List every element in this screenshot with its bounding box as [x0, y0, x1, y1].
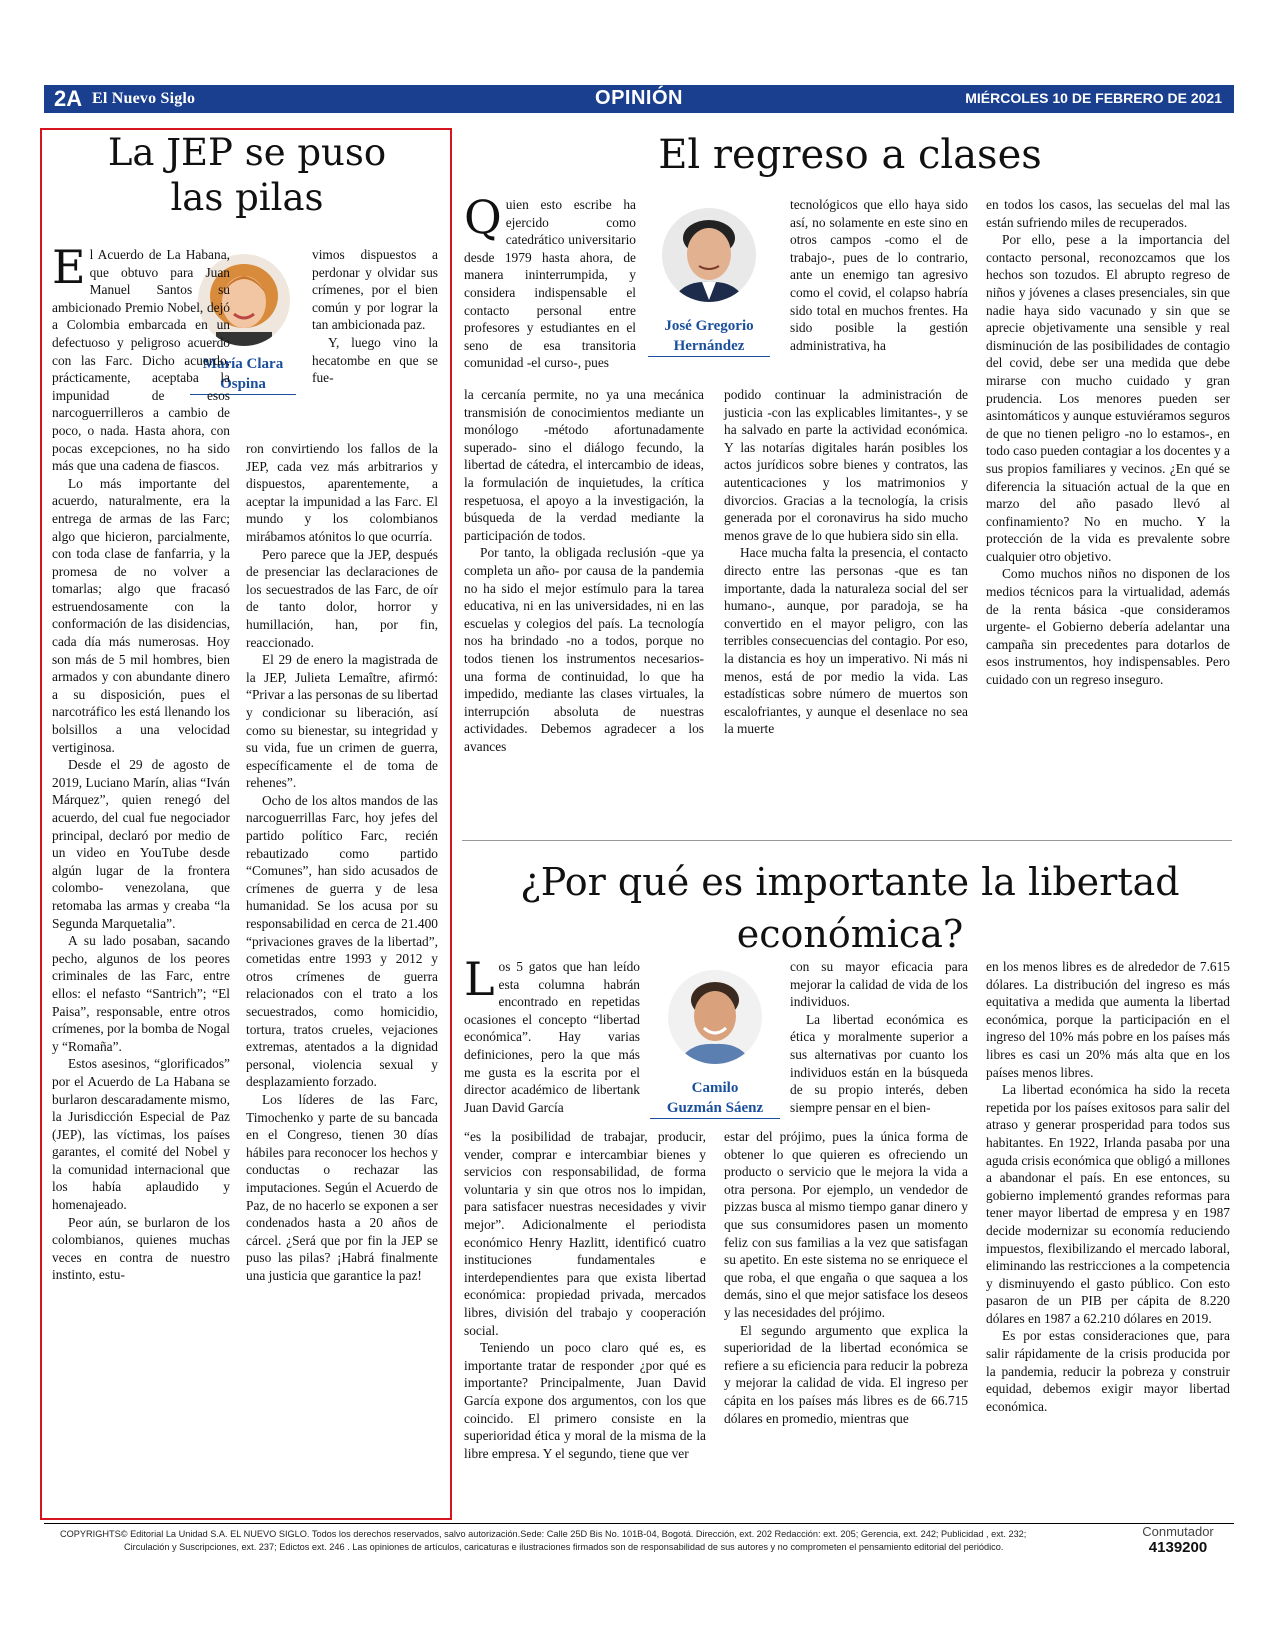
newspaper-brand: El Nuevo Siglo [92, 90, 196, 107]
article3-author: Camilo Guzmán Sáenz [650, 1078, 780, 1119]
article1-dropcap: E [52, 240, 86, 294]
switchboard [1128, 1524, 1228, 1556]
footer-line-2: Circulación y Suscripciones, ext. 237; Edictos ext. 246 . Las opiniones de artículos, caricaturas e ilustraciones firmados son de responsabilidad de sus autores y no comprometen el pensamiento editorial del periódico. [124, 1542, 1004, 1552]
section-title: OPINIÓN [595, 87, 683, 109]
article2-column-2: podido continuar la administración de justicia -con las explicables limitantes-, y se ha salvado en parte la actividad económica. Y las notarías digitales harán posibles los actos jurídicos sobre bienes y contratos, las autenticaciones y los matrimonios y divorcios. Gracias a la tecnología, la crisis generada por el coronavirus ha sido mucho menos grave de lo que hubiera sido sin ella. Hace mucha falta la presencia, el contacto directo entre las personas -que es tan importante, dada la naturaleza social del ser humano-, aunque, por paradoja, se ha convertido en el mayor peligro, con las terribles consecuencias del contagio. Por eso, la distancia es hoy un imperativo. Ni más ni menos, está de por medio la vida. Las estadísticas sobre número de muertos son escalofriantes, y aunque el desenlace no sea la muerte [724, 387, 968, 737]
article1-column-1 [52, 240, 230, 1284]
article1-title-line2: las pilas [170, 176, 324, 219]
article1-author-first: María Clara [202, 356, 284, 372]
article1-title-line1: La JEP se puso [107, 131, 387, 174]
article2-dropcap: Q [464, 190, 502, 244]
article2-title: El regreso a clases [658, 132, 1042, 178]
article1-col1-paragraph: Desde el 29 de agosto de 2019, Luciano Marín, alias “Iván Márquez”, quien renegó del acuerdo, del cual fue negociador principal, declaró por medio de un video en YouTube desde algún lugar de la frontera colombo- venezolana, que retomaba las armas y creaba “la Segunda Marquetalia”. [52, 757, 230, 931]
author-photo-camilo [668, 970, 762, 1064]
article1-column-2: ron convirtiendo los fallos de la JEP, cada vez más arbitrarios y dispuestos, aparentemente, a aceptar la impunidad a las Farc. El mundo y los colombianos mirábamos atónitos lo que ocurría. Pero parece que la JEP, después de presenciar las declaraciones de los secuestrados de las Farc, de oír de tanto dolor, horror y humillación, han, por fin, reaccionado. El 29 de enero la magistrada de la JEP, Julieta Lemaître, afirmó: “Privar a las personas de su libertad y condicionar su liberación, así como su bienestar, su integridad y su vida, fue un crimen de guerra, específicamente el de toma de rehenes”. Ocho de los altos mandos de las narcoguerrillas Farc, hoy jefes del partido político Farc, recién rebautizado como partido “Comunes”, han sido acusados de crímenes de guerra y de lesa humanidad. Se los acusa por su responsabilidad en cerca de 21.400 “privaciones graves de la libertad”, cometidas entre 1993 y 2012 y otros crímenes de guerra relacionados con el trato a los secuestrados, como homicidio, tortura, tratos crueles, vejaciones extremas, atentados a la dignidad personal, violencia sexual y desplazamiento forzado. Los líderes de las Farc, Timochenko y parte de su bancada en el Congreso, tienen 30 días hábiles para reconocer los hechos y conductas o rechazar las imputaciones. Según el Acuerdo de Paz, de no hacerlo se exponen a ser condenados hasta a 20 años de cárcel. ¿Será que por fin la JEP se puso las pilas? ¡Habrá finalmente una justicia que garantice la paz! [246, 441, 438, 1283]
article3-column-1: “es la posibilidad de trabajar, producir, vender, comprar e intercambiar bienes y servicios con responsabilidad, de forma voluntaria y sin que otros nos lo impidan, para satisfacer nuestras necesidades y vivir mejor”. Adicionalmente el periodista económico Henry Hazlitt, identificó cuatro instituciones fundamentales e interdependientes para que exista libertad económica: propiedad privada, mercados libres, división del trabajo y cooperación social. Teniendo un poco claro qué es, es importante tratar de responder ¿por qué es importante? Principalmente, Juan David García expone dos argumentos, con los que coincido. El primero consiste en la superioridad ética y moral de la misma de la libre empresa. Y el segundo, tiene que ver [464, 1129, 706, 1461]
footer-line-1: COPYRIGHTS© Editorial La Unidad S.A. EL NUEVO SIGLO. Todos los derechos reservados, salvo autorización.Sede: Calle 25D Bis No. 101B-04, Bogotá. Dirección, ext. 202 Redacción: ext. 205; Gerencia, ext. 242; Publicidad , ext. 232; [60, 1529, 1027, 1539]
article3-column-2: estar del prójimo, pues la única forma de obtener lo que quieren es ofreciendo un producto o servicio que le mejora la vida a otra persona. Por ejemplo, un vendedor de pizzas busca al mismo tiempo ganar dinero y que sus consumidores pasen un momento feliz con sus familias a la vez que satisfagan su apetito. En este sistema no se enriquece el que roba, el que engaña o que saquea a los demás, sino el que mejor satisface los deseos y las necesidades del prójimo. El segundo argumento que explica la superioridad de la libertad económica se refiere a su eficiencia para reducir la pobreza y mejorar la calidad de vida. El ingreso per cápita en los países más libres es de 66.715 dólares en promedio, mientras que [724, 1129, 968, 1426]
section-divider [462, 840, 1232, 841]
article3-column-2-top: con su mayor eficacia para mejorar la calidad de vida de los individuos. La libertad económica es ética y moralmente superior a sus alternativas por cuanto los individuos están en la búsqueda de su propio interés, deben siempre pensar en el bien- [790, 959, 968, 1115]
author-photo-jose-gregorio [662, 208, 756, 302]
article2-column-2-top: tecnológicos que ello haya sido así, no solamente en este sino en otros campos -como el de trabajo-, pues de lo contrario, ante un enemigo tan agresivo como el covid, el colapso habría sido total en muchos frentes. Ha sido posible la gestión administrativa, ha [790, 197, 968, 353]
article2-column-1-top: Quien esto escribe ha ejercido como catedrático universitario desde 1979 hasta ahora, de manera ininterrumpida, y considera indispensable el contacto personal entre profesores y estudiantes en el seno de esa transitoria comunidad -el curso-, pues [464, 190, 636, 371]
article1-col1-paragraph: A su lado posaban, sacando pecho, algunos de los peores criminales de las Farc, entre ellos: el nefasto “Santrich”; “El Paisa”, responsable, entre otros crímenes, por la bomba de Nogal y “Romaña”. [52, 933, 230, 1054]
footer-rule [44, 1523, 1234, 1524]
switchboard-number: 4139200 [1148, 1539, 1208, 1556]
article2-column-3: en todos los casos, las secuelas del mal las están sufriendo miles de recuperados. Por ello, pese a la importancia del contacto personal, reconozcamos que los hechos son tozudos. El abrupto regreso de niños y jóvenes a clases presenciales, sin que nadie haya sido vacunado y sin que se aprecie objetivamente una sensible y real disminución de las posibilidades de contagio del covid, debe ser una medida que debe mirarse con mucho cuidado y gran prudencia. Los menores pueden ser asintomáticos y aunque estuviéramos seguros de que no tienen peligro -no lo estamos-, en todo caso pueden contagiar a los docentes y a sus propios familiares y vecinos. ¿En qué se diferencia la situación actual de la que en marzo del año pasado llevó al confinamiento? No en mucho. Y la protección de la vida es prevalente sobre cualquier otro objetivo. Como muchos niños no disponen de los medios técnicos para la virtualidad, además de la renta básica -que consideramos urgente- el Gobierno debería adelantar una campaña sin precedentes para dotarlos de esos instrumentos, hoy indispensables. Pero cuidado con un regreso inseguro. [986, 197, 1230, 688]
footer-copyright [60, 1528, 1130, 1554]
article1-column-2-top: vimos dispuestos a perdonar y olvidar sus crímenes, por el bien común y por lograr la tan ambicionada paz. Y, luego vino la hecatombe en que se fue- [312, 247, 438, 386]
switchboard-label: Conmutador [1142, 1524, 1214, 1539]
page-header [44, 85, 1234, 113]
issue-date: MIÉRCOLES 10 DE FEBRERO DE 2021 [965, 90, 1222, 106]
article3-title: ¿Por qué es importante la libertad económica? [520, 860, 1180, 956]
article3-column-1-top: Los 5 gatos que han leído esta columna habrán encontrado en repetidas ocasiones el concepto “libertad económica”. Hay varias definiciones, pero la que más me gusta es la escrita por el director académico de libertank Juan David García [464, 952, 640, 1115]
article1-author-last: Ospina [190, 374, 296, 395]
page-number: 2A [54, 86, 83, 111]
article1-col1-paragraph: Lo más importante del acuerdo, naturalmente, era la entrega de armas de las Farc; algo que hicieron, parcialmente, con toda clase de fanfarria, y la promesa de no volver a tomarlas; algo que fracasó estruendosamente con la conformación de las disidencias, cada día más numerosas. Hoy son más de 5 mil hombres, bien armados y con abundante dinero a su disposición, pues el narcotráfico les está llenando los bolsillos a una velocidad vertiginosa. [52, 475, 230, 755]
article1-col1-paragraph: El Acuerdo de La Habana, que obtuvo para Juan Manuel Santos su ambicionado Premio Nobel, dejó a Colombia embarcada en un defectuoso y peligroso acuerdo con las Farc. Dicho acuerdo, prácticamente, aceptaba la impunidad de esos narcoguerrilleros a cambio de poco, o nada. Hasta ahora, con pocas excepciones, no ha sido más que una cadena de fiascos. [52, 240, 230, 474]
article1-col1-paragraph: Peor aún, se burlaron de los colombianos, quienes muchas veces en contra de nuestro instinto, estu- [52, 1214, 230, 1283]
article1-col1-paragraph: Estos asesinos, “glorificados” por el Acuerdo de La Habana se burlaron descaradamente mismo, la Jurisdicción Especial de Paz (JEP), las víctimas, los países garantes, el comité del Nobel y la comunidad internacional que los había aplaudido y homenajeado. [52, 1056, 230, 1213]
article3-dropcap: L [464, 952, 495, 1006]
article2-column-1: la cercanía permite, no ya una mecánica transmisión de conocimientos mediante un monólogo -método afortunadamente superado- sino el diálogo fecundo, la libertad de cátedra, el intercambio de ideas, la formulación de inquietudes, la crítica respetuosa, el apoyo a la investigación, la búsqueda de la verdad mediante la participación de todos. Por tanto, la obligada reclusión -que ya completa un año- por causa de la pandemia no ha sido el mejor estímulo para la tarea educativa, ni en las universidades, ni en las escuelas y colegios del país. La tecnología nos ha brindado -no a todos, porque no todos tienen los instrumentos necesarios- una forma de continuidad, lo que ha impedido, mediante las clases virtuales, la interrupción absoluta de nuestras actividades. Debemos agradecer a los avances [464, 387, 704, 754]
article2-author: José Gregorio Hernández [648, 316, 770, 357]
article3-column-3: en los menos libres es de alrededor de 7.615 dólares. La distribución del ingreso es más equitativa a medida que aumenta la libertad económica, porque la participación en el ingreso del 10% más pobre en los países más libres es casi un 20% más alta que en los países menos libres. La libertad económica ha sido la receta repetida por los países exitosos para salir del atraso y generar prosperidad para todos sus habitantes. En 1922, Irlanda pasaba por una aguda crisis económica que obligó a millones a abandonar el país. En ese entonces, su gobierno implementó grandes reformas para tener mayor libertad de empresa y en 1987 decide modernizar su economía reduciendo impuestos, flexibilizando el mercado laboral, eliminando las restricciones a la competencia y disminuyendo el gasto público. Con esto pasaron de un PIB per cápita de 8.220 dólares en 1987 a 62.210 dólares en 2019. Es por estas consideraciones que, para salir rápidamente de la crisis producida por la pandemia, reducir la pobreza y construir equidad, debemos exigir mayor libertad económica. [986, 959, 1230, 1414]
article1-title [52, 130, 442, 220]
